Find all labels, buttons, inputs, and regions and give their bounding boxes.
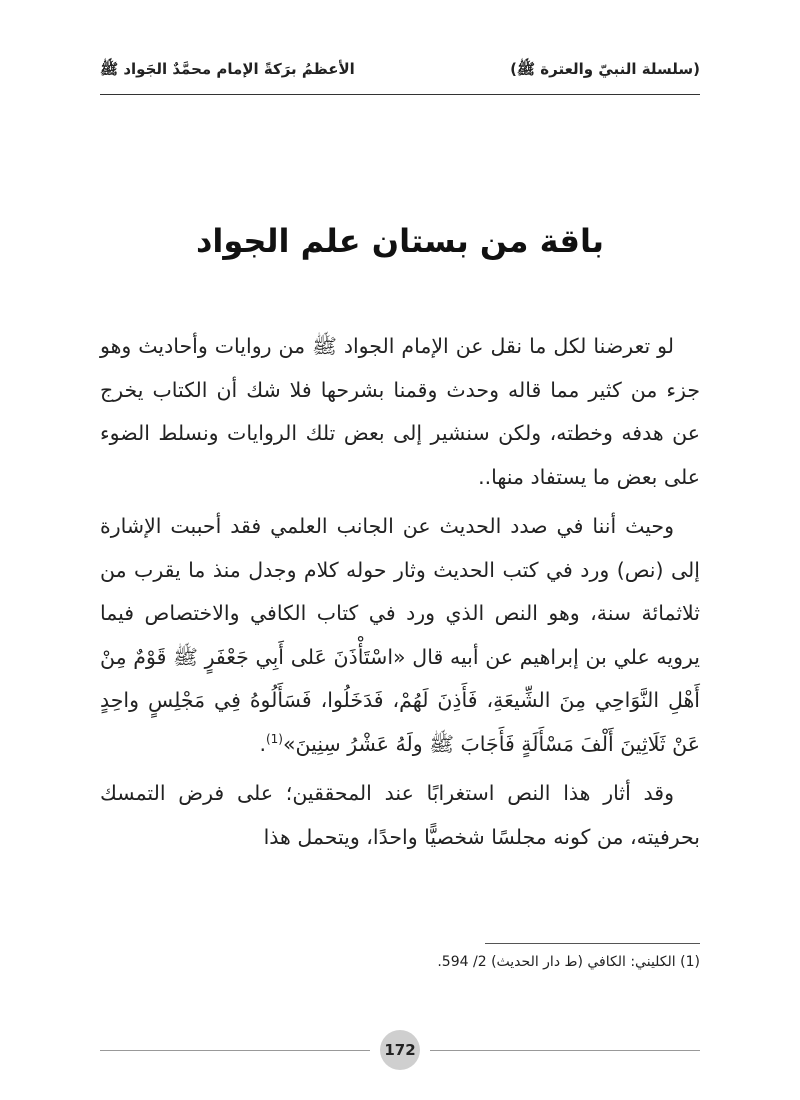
series-title: (سلسلة النبيّ والعترة ﷺ) (510, 60, 700, 78)
paragraph-2-text: وحيث أننا في صدد الحديث عن الجانب العلمي فقد أحببت الإشارة إلى (نص) ورد في كتب الحديث وثار حوله كلام وجدل منذ ما يقرب من ثلاثمائة سنة، وهو النص الذي ورد في كتاب الكافي والاختصاص فيما يرويه علي بن إبراهيم عن أبيه قال (100, 514, 700, 669)
header-divider (100, 94, 700, 95)
footnote-divider (485, 943, 700, 944)
quote-end-mark: . (259, 731, 266, 756)
page-number: 172 (380, 1030, 420, 1070)
paragraph-1: لو تعرضنا لكل ما نقل عن الإمام الجواد ﷺ من روايات وأحاديث وهو جزء من كثير مما قاله وحدث وقمنا بشرحها فلا شك أن الكتاب يخرج عن هدفه وخطته، ولكن سنشير إلى بعض تلك الروايات ونسلط الضوء على بعض ما يستفاد منها.. (100, 334, 700, 489)
hadith-quote: «اسْتَأْذَنَ عَلى أَبِي جَعْفَرٍ ﷺ قَوْمٌ مِنْ أَهْلِ النَّوَاحِي مِنَ الشِّيعَةِ، فَأَذِنَ لَهُمْ، فَدَخَلُوا، فَسَأَلُوهُ فِي مَجْلِسٍ واحِدٍ عَنْ ثَلَاثِينَ أَلْفَ مَسْأَلَةٍ فَأَجَابَ ﷺ ولَهُ عَشْرُ سِنِينَ» (100, 644, 700, 756)
page-number-line-right (430, 1050, 700, 1051)
footnote-reference[interactable]: (1) (265, 731, 283, 746)
book-title: الأعظمُ برَكةً الإمام محمَّدٌ الجَواد ﷺ (100, 60, 355, 78)
paragraph-3: وقد أثار هذا النص استغرابًا عند المحققين؛ على فرض التمسك بحرفيته، من كونه مجلسًا شخصيًّا واحدًا، ويتحمل هذا (100, 781, 700, 849)
footnote-marker: (1) (680, 954, 700, 970)
footnote (100, 954, 700, 970)
page-number-line-left (100, 1050, 370, 1051)
running-header (100, 58, 700, 88)
body-text (100, 325, 700, 859)
footnote-text: الكليني: الكافي (ط دار الحديث) 2/ 594. (437, 954, 676, 970)
chapter-title: باقة من بستان علم الجواد (195, 222, 605, 260)
paragraph-2 (100, 505, 700, 766)
